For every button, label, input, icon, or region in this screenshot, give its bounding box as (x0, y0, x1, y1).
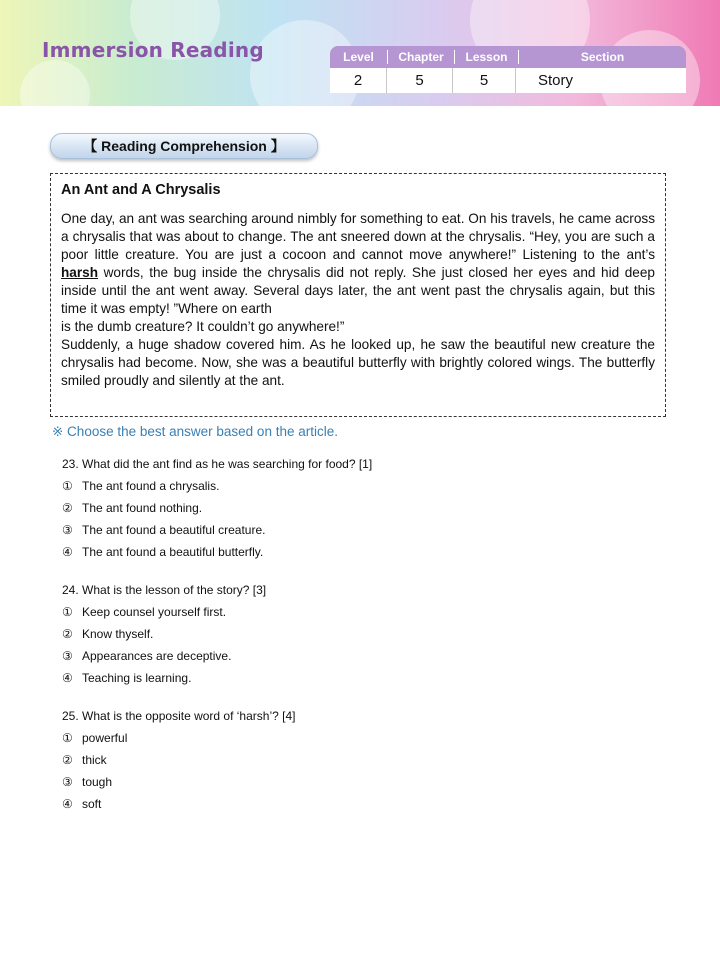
brand-logo: Immersion Reading (42, 38, 264, 62)
section-column-label: Section (580, 50, 625, 64)
question-text: 25. What is the opposite word of ‘harsh’? [4] (62, 709, 296, 723)
option-text: soft (82, 797, 102, 811)
option-text: Know thyself. (82, 627, 154, 641)
chapter-value: 5 (387, 68, 453, 93)
option-text: Keep counsel yourself first. (82, 605, 227, 619)
answer-option[interactable] (62, 774, 662, 796)
article-text: One day, an ant was searching around nimbly for something to eat. On his travels, he came across a chrysalis that was about to change. The ant sneered down at the chrysalis. “Hey, you are such a poor little creature. You are just a cocoon and cannot move anywhere!” Listening to the ant’s (61, 211, 655, 262)
option-number: ④ (62, 545, 73, 559)
article-title: An Ant and A Chrysalis (61, 182, 221, 198)
decor-bubble (20, 60, 90, 106)
section-title-pill: 【 Reading Comprehension 】 (50, 133, 318, 159)
option-text: Teaching is learning. (82, 671, 192, 685)
answer-option[interactable] (62, 626, 662, 648)
article-text: is the dumb creature? It couldn’t go anywhere!” (61, 319, 345, 334)
level-column-label: Level (343, 50, 374, 64)
option-number: ④ (62, 671, 73, 685)
answer-option[interactable] (62, 522, 662, 544)
instruction-text: ※ Choose the best answer based on the article. (52, 424, 338, 439)
option-text: tough (82, 775, 113, 789)
info-table-header (330, 46, 686, 68)
option-text: The ant found nothing. (82, 501, 203, 515)
option-text: powerful (82, 731, 128, 745)
option-text: The ant found a chrysalis. (82, 479, 220, 493)
option-text: The ant found a beautiful butterfly. (82, 545, 264, 559)
option-number: ③ (62, 775, 73, 789)
option-number: ① (62, 605, 73, 619)
level-value: 2 (330, 68, 387, 93)
info-table-values (330, 68, 686, 93)
highlighted-word: harsh (61, 265, 99, 280)
question-item (62, 582, 662, 692)
answer-option[interactable] (62, 730, 662, 752)
answer-option[interactable] (62, 544, 662, 566)
answer-option[interactable] (62, 796, 662, 818)
question-text: 23. What did the ant find as he was searching for food? [1] (62, 457, 373, 471)
lesson-column-label: Lesson (465, 50, 508, 64)
article-box (50, 173, 666, 417)
lesson-value: 5 (453, 68, 516, 93)
answer-option[interactable] (62, 500, 662, 522)
option-number: ② (62, 501, 73, 515)
article-paragraph-1 (61, 210, 655, 336)
question-text: 24. What is the lesson of the story? [3] (62, 583, 267, 597)
questions-list (62, 456, 662, 834)
option-number: ② (62, 753, 73, 767)
option-number: ③ (62, 523, 73, 537)
answer-option[interactable] (62, 648, 662, 670)
option-text: The ant found a beautiful creature. (82, 523, 266, 537)
answer-option[interactable] (62, 752, 662, 774)
answer-option[interactable] (62, 478, 662, 500)
option-number: ① (62, 479, 73, 493)
section-value: Story (538, 72, 574, 89)
header-banner (0, 0, 720, 106)
chapter-column-label: Chapter (398, 50, 444, 64)
answer-option[interactable] (62, 604, 662, 626)
answer-option[interactable] (62, 670, 662, 692)
option-number: ② (62, 627, 73, 641)
question-item (62, 456, 662, 566)
option-text: thick (82, 753, 107, 767)
question-item (62, 708, 662, 818)
article-paragraph-2: Suddenly, a huge shadow covered him. As he looked up, he saw the beautiful new creature the chrysalis had become. Now, she was a beautiful butterfly with brightly colored wings. The butterfly smiled proudly and silently at the ant. (61, 337, 655, 388)
article-text: words, the bug inside the chrysalis did not reply. She just closed her eyes and hid deep inside until the ant went away. Several days later, the ant went past the chrysalis again, but this time it was empty! ”Where on earth (61, 265, 655, 316)
option-number: ③ (62, 649, 73, 663)
option-number: ① (62, 731, 73, 745)
option-number: ④ (62, 797, 73, 811)
option-text: Appearances are deceptive. (82, 649, 232, 663)
